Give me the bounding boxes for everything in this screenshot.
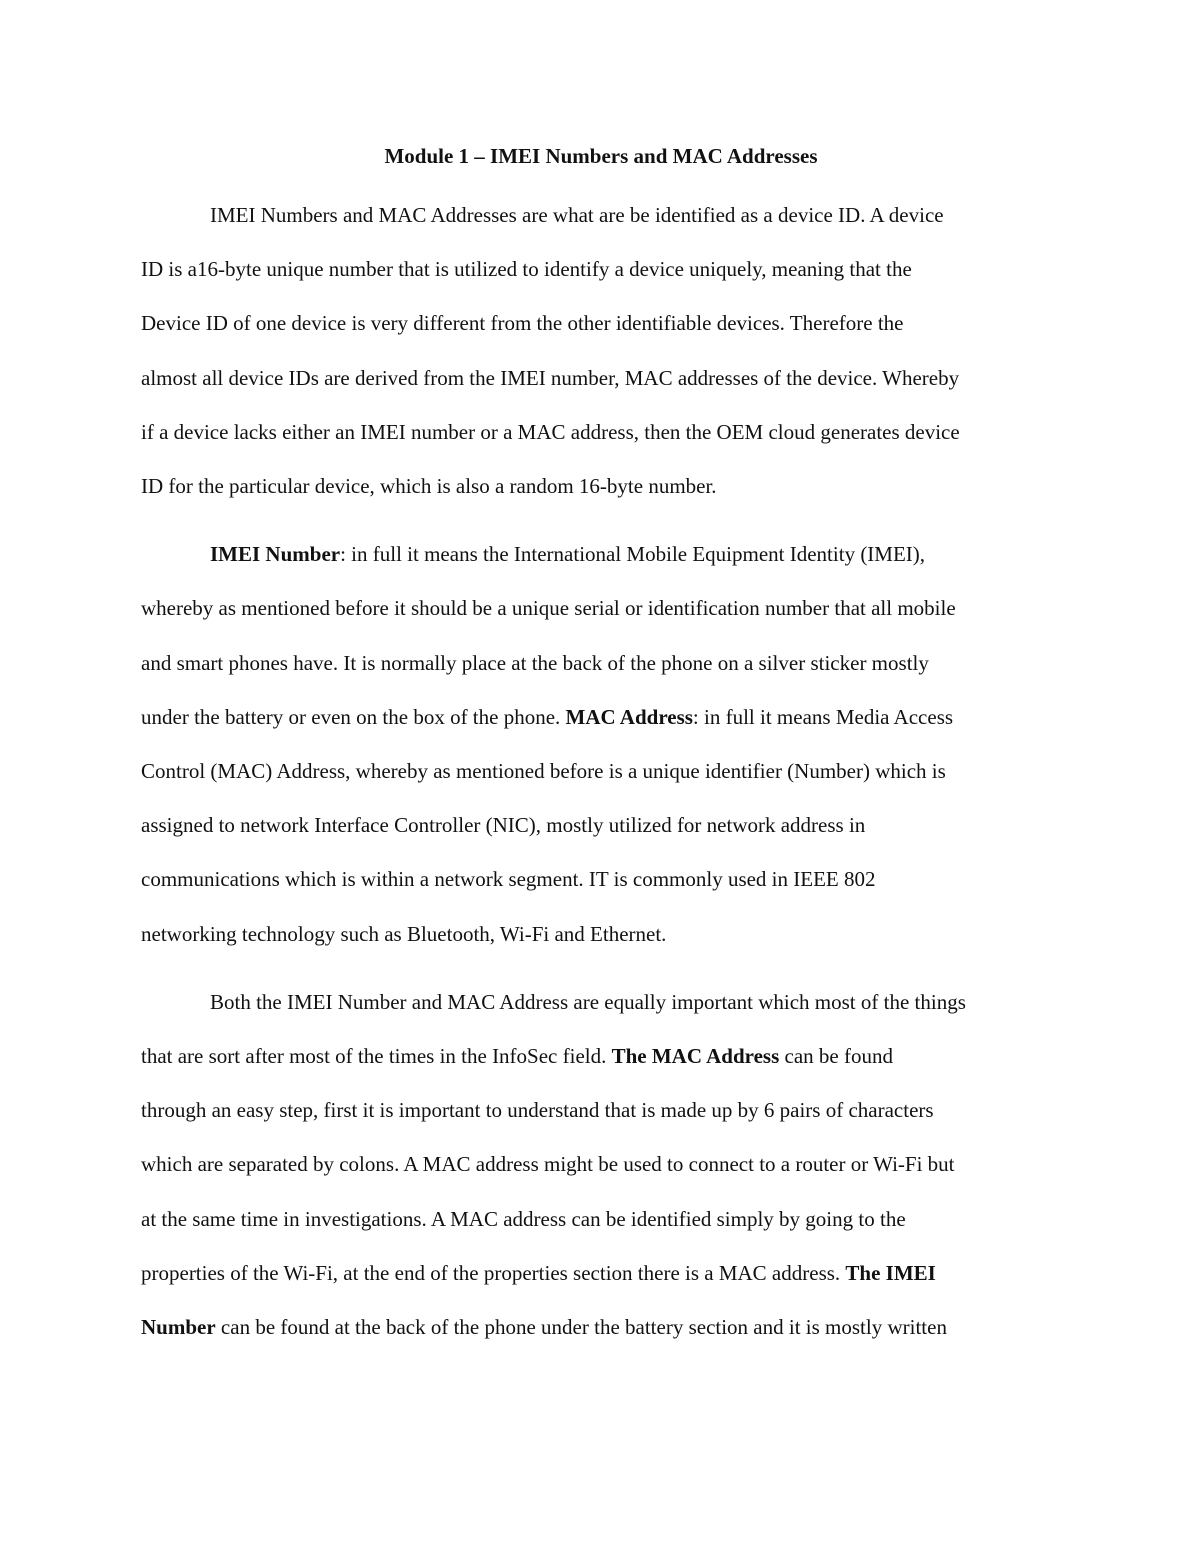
term-the-imei: The IMEI bbox=[845, 1260, 936, 1285]
text-line: whereby as mentioned before it should be a unique serial or identification number that all mobile bbox=[141, 596, 956, 621]
text-line: and smart phones have. It is normally place at the back of the phone on a silver sticker mostly bbox=[141, 650, 929, 675]
text-line: networking technology such as Bluetooth, Wi-Fi and Ethernet. bbox=[141, 921, 667, 946]
text-segment: : in full it means Media Access bbox=[692, 704, 954, 729]
text-line: almost all device IDs are derived from the IMEI number, MAC addresses of the device. Whereby bbox=[141, 365, 960, 390]
document-title: Module 1 – IMEI Numbers and MAC Addresses bbox=[384, 144, 818, 168]
text-line: ID for the particular device, which is also a random 16-byte number. bbox=[141, 474, 717, 499]
text-segment: under the battery or even on the box of the phone. bbox=[141, 704, 566, 729]
text-line bbox=[141, 1029, 1061, 1083]
document-page bbox=[141, 136, 1061, 1368]
text-line: assigned to network Interface Controller (NIC), mostly utilized for network address in bbox=[141, 813, 866, 838]
text-line: through an easy step, first it is important to understand that is made up by 6 pairs of characters bbox=[141, 1098, 934, 1123]
paragraph-imei-mac-definitions bbox=[141, 527, 1061, 961]
text-line: Both the IMEI Number and MAC Address are equally important which most of the things bbox=[210, 989, 966, 1014]
text-line: at the same time in investigations. A MAC address can be identified simply by going to the bbox=[141, 1206, 906, 1231]
term-imei-number: IMEI Number bbox=[210, 542, 341, 567]
paragraph-device-id bbox=[141, 188, 1061, 513]
text-line: ID is a16-byte unique number that is utilized to identify a device uniquely, meaning that the bbox=[141, 257, 912, 282]
text-line: if a device lacks either an IMEI number or a MAC address, then the OEM cloud generates device bbox=[141, 419, 960, 444]
text-segment: : in full it means the International Mobile Equipment Identity (IMEI), bbox=[340, 542, 926, 567]
text-line bbox=[141, 690, 1061, 744]
text-line: Control (MAC) Address, whereby as mentioned before is a unique identifier (Number) which is bbox=[141, 759, 946, 784]
text-segment: properties of the Wi-Fi, at the end of the properties section there is a MAC address. bbox=[141, 1260, 846, 1285]
term-the-mac-address: The MAC Address bbox=[611, 1044, 780, 1069]
text-line: IMEI Numbers and MAC Addresses are what are be identified as a device ID. A device bbox=[210, 203, 944, 227]
text-segment: can be found bbox=[779, 1044, 893, 1069]
text-line: Device ID of one device is very different from the other identifiable devices. Therefore the bbox=[141, 311, 904, 336]
text-segment: that are sort after most of the times in the InfoSec field. bbox=[141, 1044, 612, 1069]
text-line bbox=[141, 1246, 1061, 1300]
text-line bbox=[141, 527, 1061, 581]
text-line: communications which is within a network segment. IT is commonly used in IEEE 802 bbox=[141, 867, 876, 892]
text-segment: can be found at the back of the phone under the battery section and it is mostly written bbox=[215, 1315, 947, 1340]
term-number: Number bbox=[141, 1315, 216, 1340]
text-line: which are separated by colons. A MAC address might be used to connect to a router or Wi-Fi but bbox=[141, 1152, 955, 1177]
term-mac-address: MAC Address bbox=[565, 704, 693, 729]
text-line bbox=[141, 1300, 1061, 1354]
paragraph-finding-identifiers bbox=[141, 975, 1061, 1354]
